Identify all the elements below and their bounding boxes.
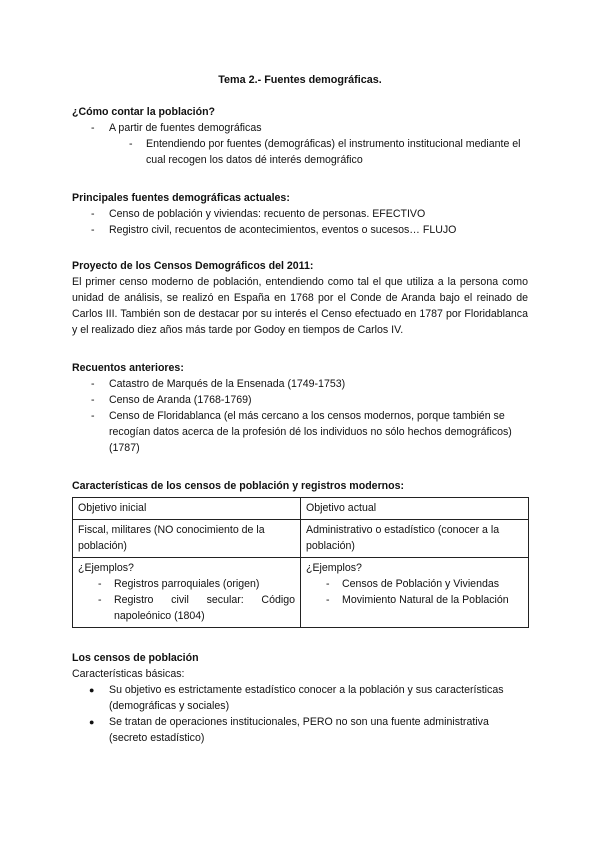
table-cell: [73, 558, 301, 628]
list-item: - Censo de población y viviendas: recuento de personas. EFECTIVO: [72, 206, 528, 222]
section-census-project: [72, 258, 528, 338]
section-heading: Características de los censos de población y registros modernos:: [72, 480, 405, 492]
list-item: - Catastro de Marqués de la Ensenada (1749-1753): [72, 376, 528, 392]
table-cell: [301, 558, 529, 628]
section-characteristics: [72, 478, 528, 494]
table-header-cell: Objetivo actual: [301, 498, 529, 520]
table-row: [73, 520, 529, 558]
bullet-item: ● Su objetivo es estrictamente estadístico conocer a la población y sus características (demográficas y sociales): [72, 682, 528, 714]
table-cell: Administrativo o estadístico (conocer a la población): [301, 520, 529, 558]
section-how-to-count: [72, 104, 528, 168]
list-item: - A partir de fuentes demográficas: [72, 120, 528, 136]
section-heading: Proyecto de los Censos Demográficos del 2011:: [72, 260, 314, 272]
list-item: - Censo de Floridablanca (el más cercano a los censos modernos, porque también se recogían datos acerca de la profesión dé los individuos no sólo hechos demográficos) (1787): [72, 408, 528, 456]
list-item: - Censos de Población y Viviendas: [306, 576, 523, 592]
section-previous-counts: [72, 360, 528, 456]
list-item: - Registros parroquiales (origen): [78, 576, 295, 592]
characteristics-table: [72, 497, 529, 628]
table-cell: Fiscal, militares (NO conocimiento de la población): [73, 520, 301, 558]
page-title: Tema 2.- Fuentes demográficas.: [218, 74, 382, 86]
section-heading: Principales fuentes demográficas actuales:: [72, 192, 290, 204]
section-heading: ¿Cómo contar la población?: [72, 106, 216, 118]
list-item: - Registro civil secular: Código napoleónico (1804): [78, 592, 295, 624]
section-subheading: Características básicas:: [72, 668, 185, 680]
section-heading: Los censos de población: [72, 652, 199, 664]
table-header-cell: Objetivo inicial: [73, 498, 301, 520]
bullet-item: ● Se tratan de operaciones institucionales, PERO no son una fuente administrativa (secreto estadístico): [72, 714, 528, 746]
table-row: [73, 498, 529, 520]
list-item: - Movimiento Natural de la Población: [306, 592, 523, 608]
list-item: - Censo de Aranda (1768-1769): [72, 392, 528, 408]
table-row: [73, 558, 529, 628]
list-subitem: - Entendiendo por fuentes (demográficas) el instrumento institucional mediante el cual recogen los datos dé interés demográfico: [72, 136, 528, 168]
section-heading: Recuentos anteriores:: [72, 362, 184, 374]
section-main-sources: [72, 190, 528, 238]
list-item: - Registro civil, recuentos de acontecimientos, eventos o sucesos… FLUJO: [72, 222, 528, 238]
section-population-censuses: [72, 650, 528, 746]
examples-label: ¿Ejemplos?: [306, 562, 362, 574]
examples-label: ¿Ejemplos?: [78, 562, 134, 574]
paragraph: El primer censo moderno de población, entendiendo como tal el que utiliza a la persona como unidad de análisis, se realizó en España en 1768 por el Conde de Aranda bajo el reinado de Carlos III. También son de destacar por su interés el Censo efectuado en 1787 por Floridablanca y el realizado diez años más tarde por Godoy en tiempos de Carlos IV.: [72, 276, 528, 336]
